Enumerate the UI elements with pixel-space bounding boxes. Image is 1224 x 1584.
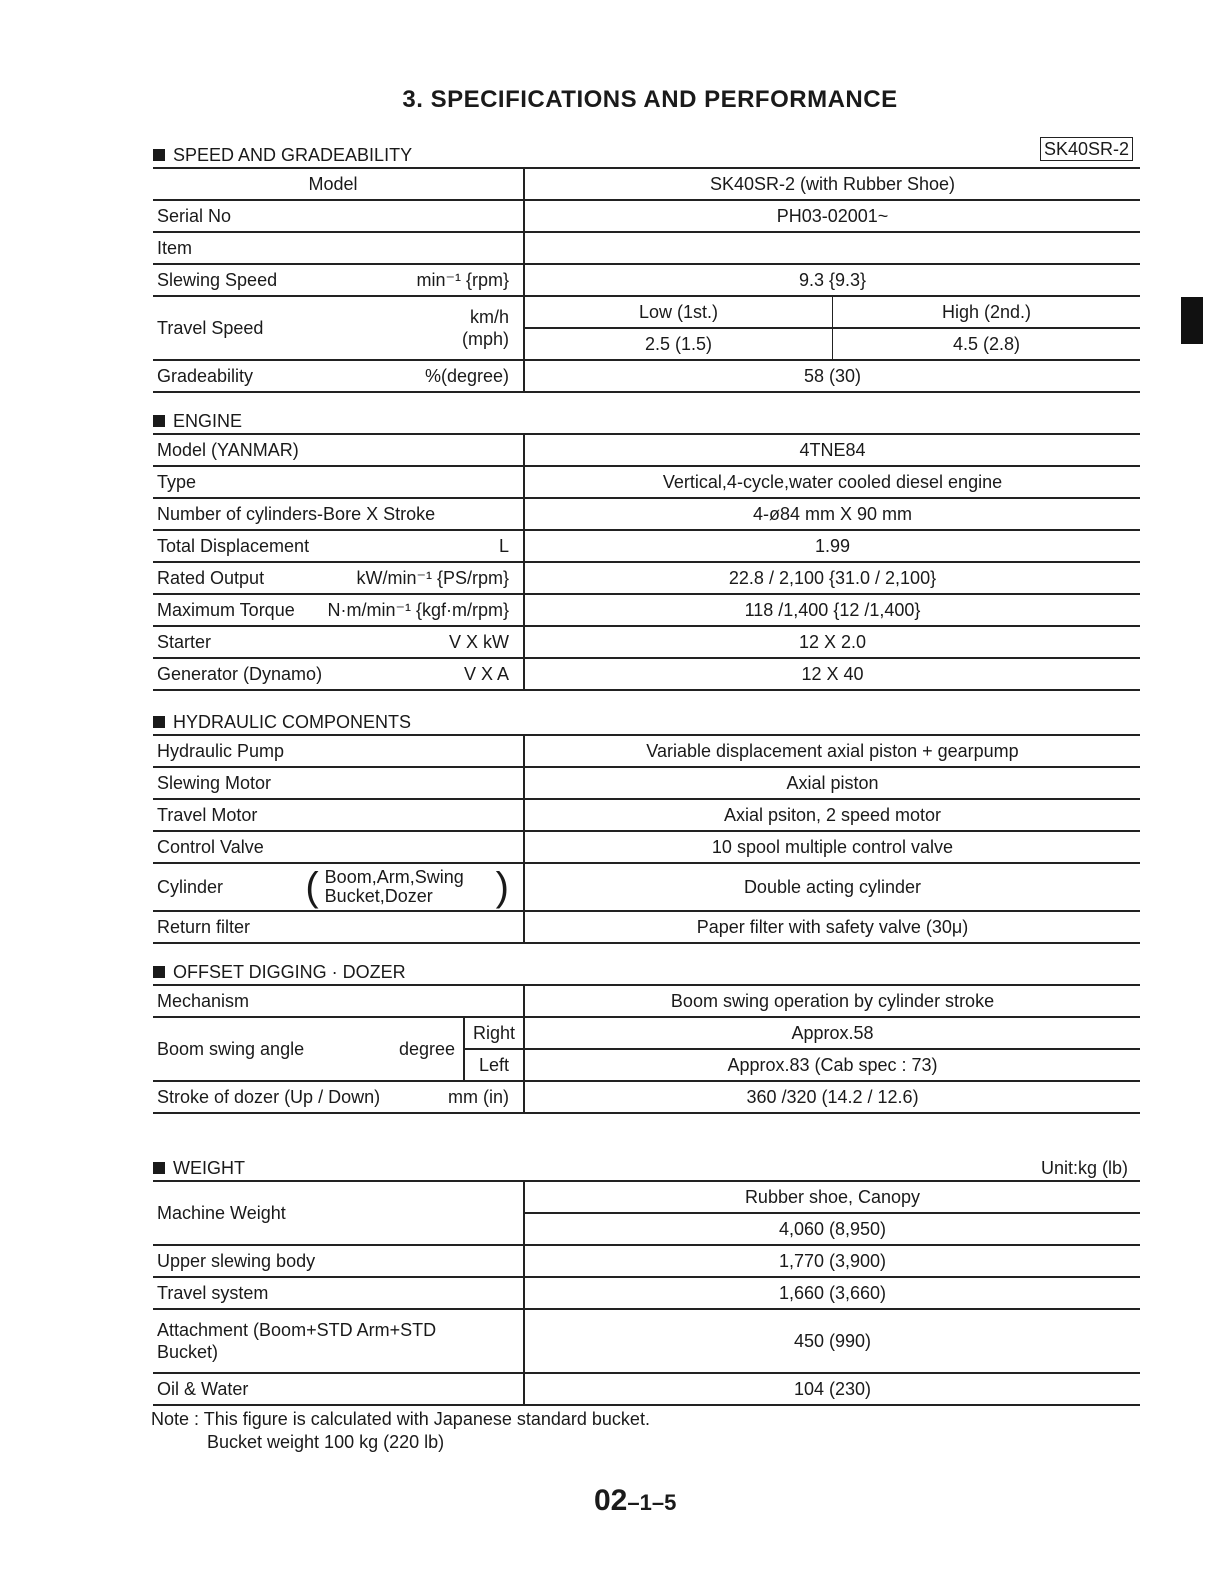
row-value: Vertical,4-cycle,water cooled diesel engine [662,471,1003,492]
table-row [153,499,1140,531]
row-label-cell [153,659,525,689]
speed-section [153,145,1140,393]
stacked-cell: 4,060 (8,950) [778,1218,887,1239]
split-row [525,297,1140,327]
row-label-cell [153,986,525,1016]
row-label-cell [153,1246,525,1276]
row-unit: Boom,Arm,Swing Bucket,Dozer [324,867,464,906]
table-row [153,627,1140,659]
row-label-cell [153,736,525,766]
side-value: Approx.83 (Cab spec : 73) [727,1054,938,1075]
split-cell: Low (1st.) [638,301,719,322]
model-badge: SK40SR-2 [1040,137,1133,161]
row-value: PH03-02001~ [776,205,889,226]
section-title [153,712,411,733]
page-title: 3. SPECIFICATIONS AND PERFORMANCE [402,86,898,113]
split-cell: 4.5 (2.8) [832,329,1140,359]
side-label: Left [465,1050,525,1080]
row-value: 1,660 (3,660) [778,1282,887,1303]
row-value: Double acting cylinder [743,876,922,897]
row-value: 9.3 {9.3} [798,269,867,290]
table-row [153,297,1140,361]
row-label: Machine Weight [157,1202,286,1223]
row-unit: N·m/min⁻¹ {kgf·m/rpm} [327,599,509,620]
cylinder-types [305,867,509,907]
page-number-main: 02 [594,1484,628,1517]
row-value: 4-ø84 mm X 90 mm [752,503,913,524]
note-line-2: Bucket weight 100 kg (220 lb) [207,1432,445,1452]
table-row [153,233,1140,265]
row-value: 450 (990) [793,1330,872,1351]
hydraulic-section [153,712,1140,944]
stacked-row [525,1182,1140,1212]
row-label: Total Displacement [157,535,310,556]
row-value: 360 /320 (14.2 / 12.6) [746,1086,919,1107]
table-row [153,1082,1140,1114]
row-value: 118 /1,400 {12 /1,400} [744,599,921,620]
row-label: Mechanism [157,990,250,1011]
row-label-cell [153,169,525,199]
table-row [153,1374,1140,1406]
table-row [153,531,1140,563]
row-value: 1,770 (3,900) [778,1250,887,1271]
row-value: Boom swing operation by cylinder stroke [670,990,995,1011]
row-label-cell [153,435,525,465]
split-values [525,297,1140,359]
row-label-cell [153,768,525,798]
table-row [153,1018,1140,1082]
split-cell: 2.5 (1.5) [644,333,713,354]
row-label: Starter [157,631,212,652]
row-label-cell [153,563,525,593]
row-label: Gradeability [157,365,254,386]
section-title-text: ENGINE [173,411,243,431]
row-label-cell [153,832,525,862]
row-label: Travel Motor [157,804,258,825]
table-row [153,201,1140,233]
row-value: Axial psiton, 2 speed motor [723,804,942,825]
row-label-cell [153,627,525,657]
row-label: Generator (Dynamo) [157,663,323,684]
row-value: 4TNE84 [799,439,866,460]
unit-note: Unit:kg (lb) [1040,1158,1128,1178]
row-unit: mm (in) [448,1086,509,1107]
row-label-cell [153,531,525,561]
table-row [153,832,1140,864]
row-label: Attachment (Boom+STD Arm+STD Bucket) [157,1320,437,1362]
section-bullet-icon [153,1162,165,1174]
row-value [525,233,1140,263]
table-row [153,1182,1140,1246]
row-label-cell [153,595,525,625]
page-number-sub: –1–5 [627,1490,677,1515]
spec-table [153,734,1140,944]
row-label: Number of cylinders-Bore X Stroke [157,503,436,524]
row-unit: %(degree) [424,365,509,386]
table-row [153,361,1140,393]
row-label: Model [308,173,358,194]
row-label-cell [153,1310,525,1372]
stacked-values [525,1182,1140,1244]
row-label: Travel Speed [157,317,264,338]
row-label: Boom swing angle [157,1038,305,1059]
row-value: 10 spool multiple control valve [711,836,954,857]
row-label: Slewing Speed [157,269,278,290]
table-row [153,265,1140,297]
row-label-cell [153,361,525,391]
row-label-cell [153,1278,525,1308]
row-unit: degree [398,1038,455,1059]
row-label-cell [153,912,525,942]
section-bullet-icon [153,716,165,728]
section-title-text: HYDRAULIC COMPONENTS [173,712,412,732]
row-label-cell [153,864,525,910]
side-value: Approx.58 [791,1022,874,1043]
row-label: Cylinder [157,876,224,897]
side-row [465,1018,1140,1048]
row-label-cell [153,1374,525,1404]
row-unit: min⁻¹ {rpm} [416,269,509,290]
row-value: 22.8 / 2,100 {31.0 / 2,100} [728,567,937,588]
stacked-row [525,1212,1140,1244]
offset-section [153,962,1140,1114]
page-number [594,1484,676,1518]
row-value: SK40SR-2 (with Rubber Shoe) [709,173,956,194]
paren-close-icon: ) [495,865,509,909]
section-title [153,962,406,983]
table-row [153,864,1140,912]
row-value: 104 (230) [793,1378,872,1399]
stacked-cell: Rubber shoe, Canopy [744,1186,921,1207]
section-title [153,145,412,166]
row-value: 12 X 2.0 [798,631,867,652]
table-row [153,467,1140,499]
side-row [465,1048,1140,1080]
row-label: Control Valve [157,836,264,857]
row-label-cell [153,201,525,231]
row-unit: V X A [463,663,509,684]
side-label: Right [465,1018,525,1048]
row-unit: kW/min⁻¹ {PS/rpm} [356,567,509,588]
section-title-text: SPEED AND GRADEABILITY [173,145,413,165]
section-bullet-icon [153,149,165,161]
table-row [153,1310,1140,1374]
table-row [153,659,1140,691]
table-row [153,912,1140,944]
table-row [153,563,1140,595]
row-unit: V X kW [448,631,509,652]
row-label-cell [153,467,525,497]
split-cell: High (2nd.) [832,297,1140,327]
row-value: 12 X 40 [801,663,864,684]
table-row [153,435,1140,467]
side-values [465,1018,1140,1080]
split-row [525,327,1140,359]
row-label: Slewing Motor [157,772,272,793]
row-label: Model (YANMAR) [157,439,299,460]
row-unit: L [498,535,509,556]
row-label: Maximum Torque [157,599,295,620]
row-label: Rated Output [157,567,265,588]
section-title [153,1158,245,1179]
row-label-cell [153,265,525,295]
row-label-cell [153,1082,525,1112]
section-title [153,411,242,432]
row-label-cell [153,1018,465,1080]
row-label: Travel system [157,1282,269,1303]
spec-table [153,433,1140,691]
table-row [153,1278,1140,1310]
section-bullet-icon [153,966,165,978]
row-label: Hydraulic Pump [157,740,285,761]
spec-table [153,984,1140,1114]
row-label: Return filter [157,916,251,937]
row-value: 58 (30) [803,365,862,386]
table-row [153,768,1140,800]
table-row [153,800,1140,832]
row-label: Stroke of dozer (Up / Down) [157,1086,381,1107]
row-value: 1.99 [814,535,851,556]
section-bullet-icon [153,415,165,427]
row-label-cell [153,297,525,359]
row-value: Variable displacement axial piston + gearpump [646,740,1019,761]
row-label-cell [153,499,525,529]
row-label-cell [153,1182,525,1244]
row-value: Paper filter with safety valve (30μ) [696,916,969,937]
spec-table [153,167,1140,393]
table-row [153,169,1140,201]
table-row [153,595,1140,627]
row-label: Serial No [157,205,232,226]
row-value: Axial piston [786,772,879,793]
section-tab-marker [1181,297,1203,344]
section-title-text: WEIGHT [173,1158,245,1178]
weight-section [153,1158,1140,1406]
section-title-text: OFFSET DIGGING · DOZER [173,962,406,982]
row-label: Oil & Water [157,1378,249,1399]
row-unit: km/h (mph) [461,307,509,349]
spec-table [153,1180,1140,1406]
row-label-cell [153,233,525,263]
row-label: Item [157,237,193,258]
paren-open-icon: ( [305,865,319,909]
table-row [153,736,1140,768]
footnote [151,1408,650,1454]
engine-section [153,411,1140,691]
row-label: Type [157,471,197,492]
note-line-1: Note : This figure is calculated with Japanese standard bucket. [151,1409,650,1429]
table-row [153,1246,1140,1278]
row-label: Upper slewing body [157,1250,316,1271]
row-label-cell [153,800,525,830]
table-row [153,986,1140,1018]
